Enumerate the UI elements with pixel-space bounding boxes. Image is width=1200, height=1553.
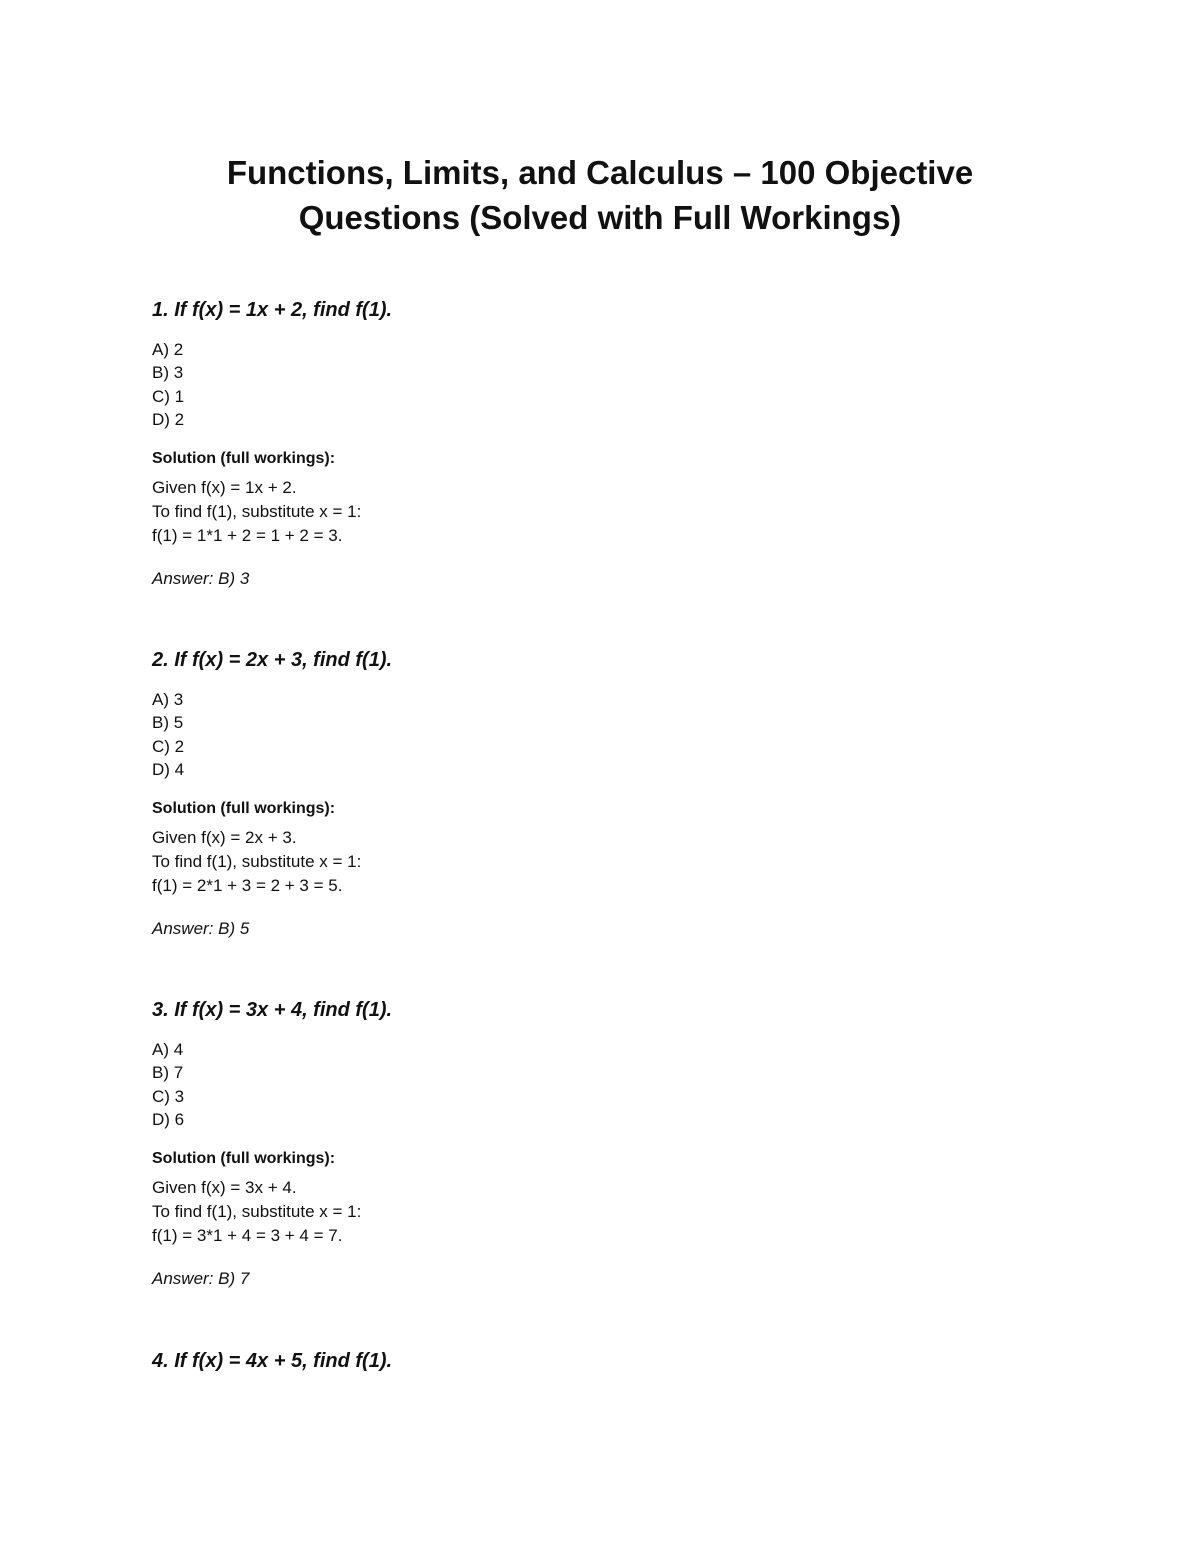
working-line: To find f(1), substitute x = 1: (152, 1201, 362, 1221)
document-title (150, 150, 1050, 240)
solution-label: Solution (full workings): (152, 1150, 336, 1167)
option-c: C) 2 (152, 736, 185, 756)
document-title-line-1: Functions, Limits, and Calculus – 100 Objective (226, 154, 974, 191)
answer-options (152, 688, 184, 781)
answer-line: Answer: B) 5 (152, 919, 250, 938)
question-2 (152, 648, 1052, 938)
answer-options (152, 338, 184, 431)
working-line: f(1) = 2*1 + 3 = 2 + 3 = 5. (152, 875, 343, 895)
solution-workings (152, 1176, 361, 1247)
working-line: f(1) = 1*1 + 2 = 1 + 2 = 3. (152, 525, 343, 545)
option-a: A) 2 (152, 340, 184, 359)
working-line: Given f(x) = 2x + 3. (152, 828, 297, 847)
working-line: To find f(1), substitute x = 1: (152, 501, 362, 521)
question-heading: 4. If f(x) = 4x + 5, find f(1). (152, 1350, 393, 1372)
option-a: A) 4 (152, 1040, 184, 1059)
option-b: B) 7 (152, 1063, 184, 1083)
solution-workings (152, 826, 361, 897)
working-line: Given f(x) = 3x + 4. (152, 1178, 297, 1197)
question-heading: 3. If f(x) = 3x + 4, find f(1). (152, 999, 393, 1021)
answer-line: Answer: B) 3 (152, 569, 250, 588)
question-4 (152, 1349, 1052, 1373)
option-d: D) 2 (152, 409, 185, 429)
question-3 (152, 998, 1052, 1288)
option-b: B) 3 (152, 363, 184, 383)
option-b: B) 5 (152, 713, 184, 733)
working-line: Given f(x) = 1x + 2. (152, 478, 297, 497)
option-c: C) 3 (152, 1086, 185, 1106)
solution-workings (152, 476, 361, 547)
working-line: f(1) = 3*1 + 4 = 3 + 4 = 7. (152, 1225, 343, 1245)
option-c: C) 1 (152, 386, 185, 406)
option-d: D) 6 (152, 1109, 185, 1129)
answer-options (152, 1038, 184, 1131)
option-d: D) 4 (152, 759, 185, 779)
question-1 (152, 298, 1052, 588)
document-title-line-2: Questions (Solved with Full Workings) (298, 199, 902, 236)
answer-line: Answer: B) 7 (152, 1269, 250, 1288)
working-line: To find f(1), substitute x = 1: (152, 851, 362, 871)
question-heading: 1. If f(x) = 1x + 2, find f(1). (152, 299, 393, 321)
option-a: A) 3 (152, 690, 184, 709)
question-heading: 2. If f(x) = 2x + 3, find f(1). (152, 649, 393, 671)
solution-label: Solution (full workings): (152, 450, 336, 467)
solution-label: Solution (full workings): (152, 800, 336, 817)
